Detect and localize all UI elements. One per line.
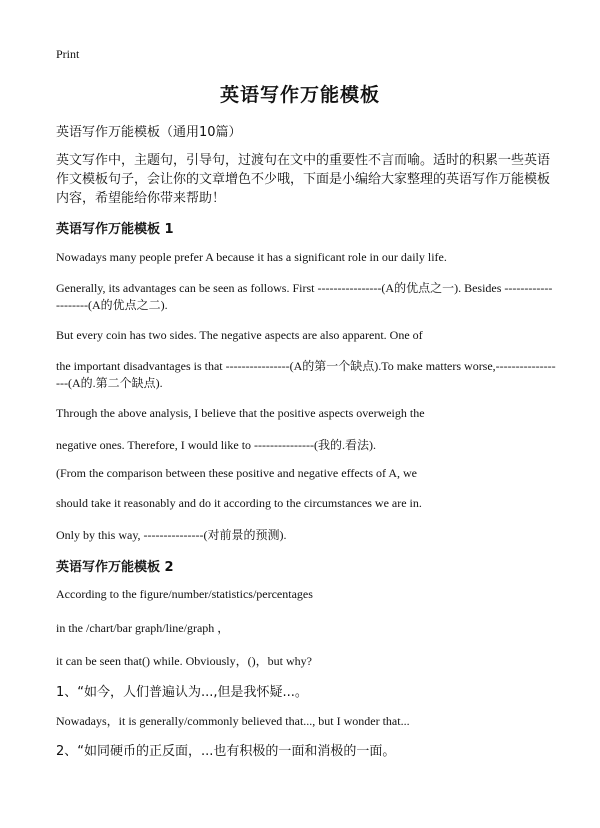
section-heading-1: 英语写作万能模板 1 [56, 222, 174, 237]
document-subtitle: 英语写作万能模板（通用10篇） [56, 125, 242, 140]
section-1-line-4: the important disadvantages is that ----------------(A的第一个缺点).To make matters worse,------------------(A的.第二个缺点). [56, 359, 556, 390]
section-1-line-7: (From the comparison between these positive and negative effects of A, we [56, 466, 418, 480]
document-title: 英语写作万能模板 [219, 84, 380, 106]
section-2-line-1: According to the figure/number/statistics/percentages [56, 587, 313, 601]
section-1-line-3: But every coin has two sides. The negative aspects are also apparent. One of [56, 328, 423, 342]
section-1-line-6: negative ones. Therefore, I would like to ---------------(我的.看法). [56, 438, 376, 452]
section-1-line-8: should take it reasonably and do it according to the circumstances we are in. [56, 496, 422, 510]
section-1-line-1: Nowadays many people prefer A because it has a significant role in our daily life. [56, 250, 447, 264]
intro-paragraph: 英文写作中，主题句，引导句，过渡句在文中的重要性不言而喻。适时的积累一些英语作文模板句子，会让你的文章增色不少哦，下面是小编给大家整理的英语写作万能模板内容，希望能给你带来帮助！ [56, 153, 551, 206]
section-2-line-3: it can be seen that() while. Obviously，()，but why? [56, 654, 312, 668]
section-2-line-2: in the /chart/bar graph/line/graph ， [56, 621, 230, 635]
section-2-line-5: Nowadays，it is generally/commonly believed that..., but I wonder that... [56, 714, 410, 728]
section-1-line-2: Generally, its advantages can be seen as follows. First ----------------(A的优点之一). Besides --------------------(A的优点之二). [56, 281, 553, 312]
section-heading-2: 英语写作万能模板 2 [56, 560, 174, 575]
section-1-line-9: Only by this way, ---------------(对前景的预测). [56, 528, 287, 542]
print-label[interactable]: Print [56, 47, 80, 61]
section-2-line-6: 2、“如同硬币的正反面，...也有积极的一面和消极的一面。 [56, 744, 396, 759]
section-1-line-5: Through the above analysis, I believe that the positive aspects overweigh the [56, 406, 425, 420]
section-2-line-4: 1、“如今，人们普遍认为...,但是我怀疑...。 [56, 685, 308, 700]
